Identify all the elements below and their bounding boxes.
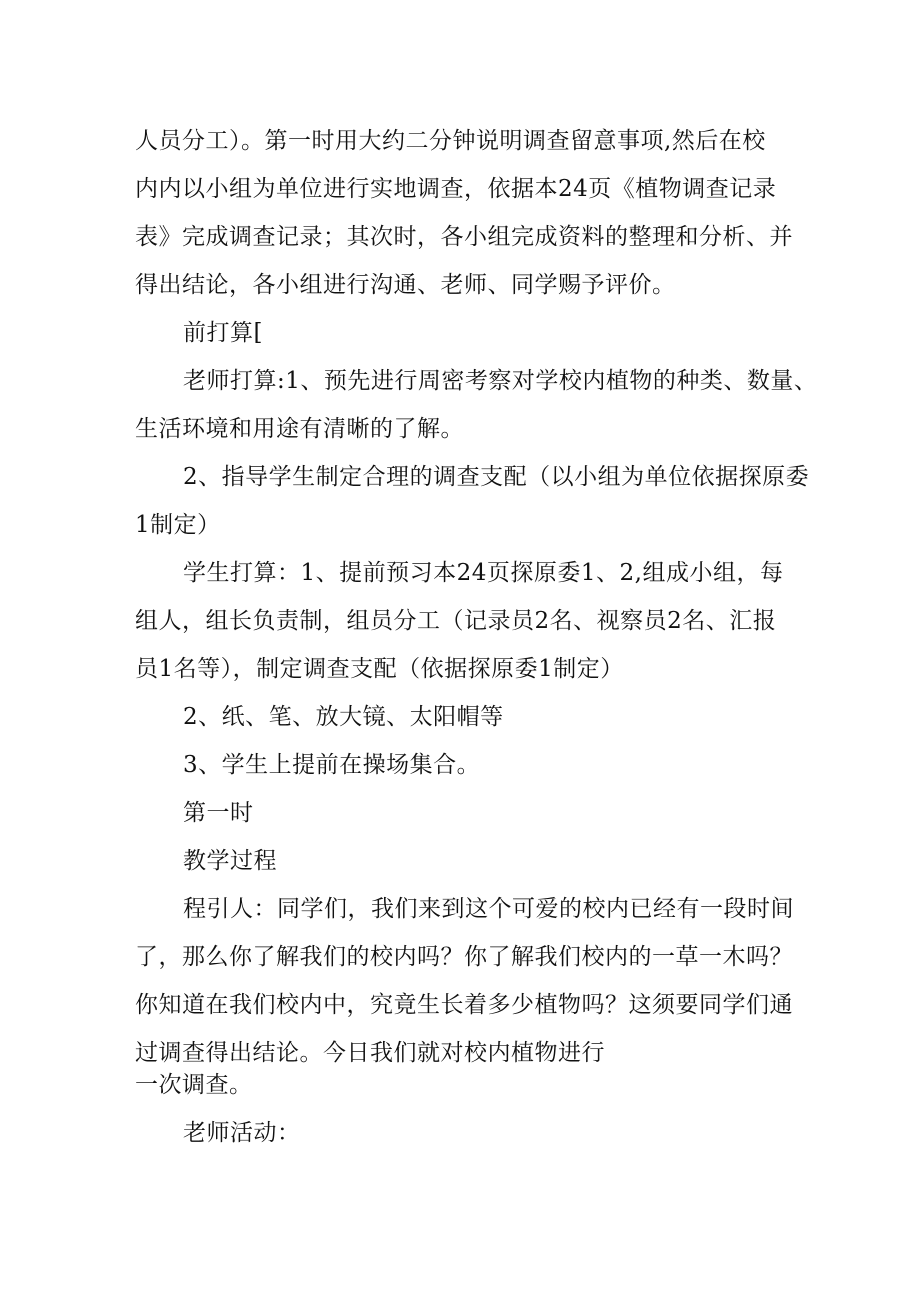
- text-line-15: 第一时: [183, 800, 254, 826]
- text-line-5: 前打算[: [183, 320, 263, 346]
- text-line-20: 过调查得出结论。今日我们就对校内植物进行: [135, 1040, 605, 1066]
- text-line-17: 程引人：同学们，我们来到这个可爱的校内已经有一段时间: [183, 896, 794, 922]
- text-line-16: 教学过程: [183, 848, 277, 874]
- text-line-19: 你知道在我们校内中，究竟生长着多少植物吗？这须要同学们通: [135, 992, 793, 1018]
- text-line-3: 表》完成调查记录；其次时，各小组完成资料的整理和分析、并: [135, 224, 793, 250]
- text-line-14: 3、学生上提前在操场集合。: [183, 752, 481, 778]
- text-line-13: 2、纸、笔、放大镜、太阳帽等: [183, 704, 504, 730]
- text-line-10: 学生打算：1、提前预习本24页探原委1、2,组成小组，每: [183, 560, 784, 586]
- text-line-11: 组人，组长负责制，组员分工（记录员2名、视察员2名、汇报: [135, 608, 777, 634]
- text-line-9: 1制定）: [135, 512, 221, 538]
- text-line-22: 老师活动：: [183, 1120, 301, 1146]
- text-line-1: 人员分工）。第一时用大约二分钟说明调查留意事项,然后在校: [135, 128, 766, 154]
- text-line-4: 得出结论，各小组进行沟通、老师、同学赐予评价。: [135, 272, 676, 298]
- text-line-7: 生活环境和用途有清晰的了解。: [135, 416, 464, 442]
- text-line-2: 内内以小组为单位进行实地调查，依据本24页《植物调查记录: [135, 176, 777, 202]
- text-line-18: 了，那么你了解我们的校内吗？你了解我们校内的一草一木吗？: [135, 944, 793, 970]
- text-line-12: 员1名等），制定调查支配（依据探原委1制定）: [135, 656, 624, 682]
- text-line-8: 2、指导学生制定合理的调查支配（以小组为单位依据探原委: [183, 464, 810, 490]
- text-line-21: 一次调查。: [135, 1072, 253, 1098]
- text-line-6: 老师打算:1、预先进行周密考察对学校内植物的种类、数量、: [183, 368, 818, 394]
